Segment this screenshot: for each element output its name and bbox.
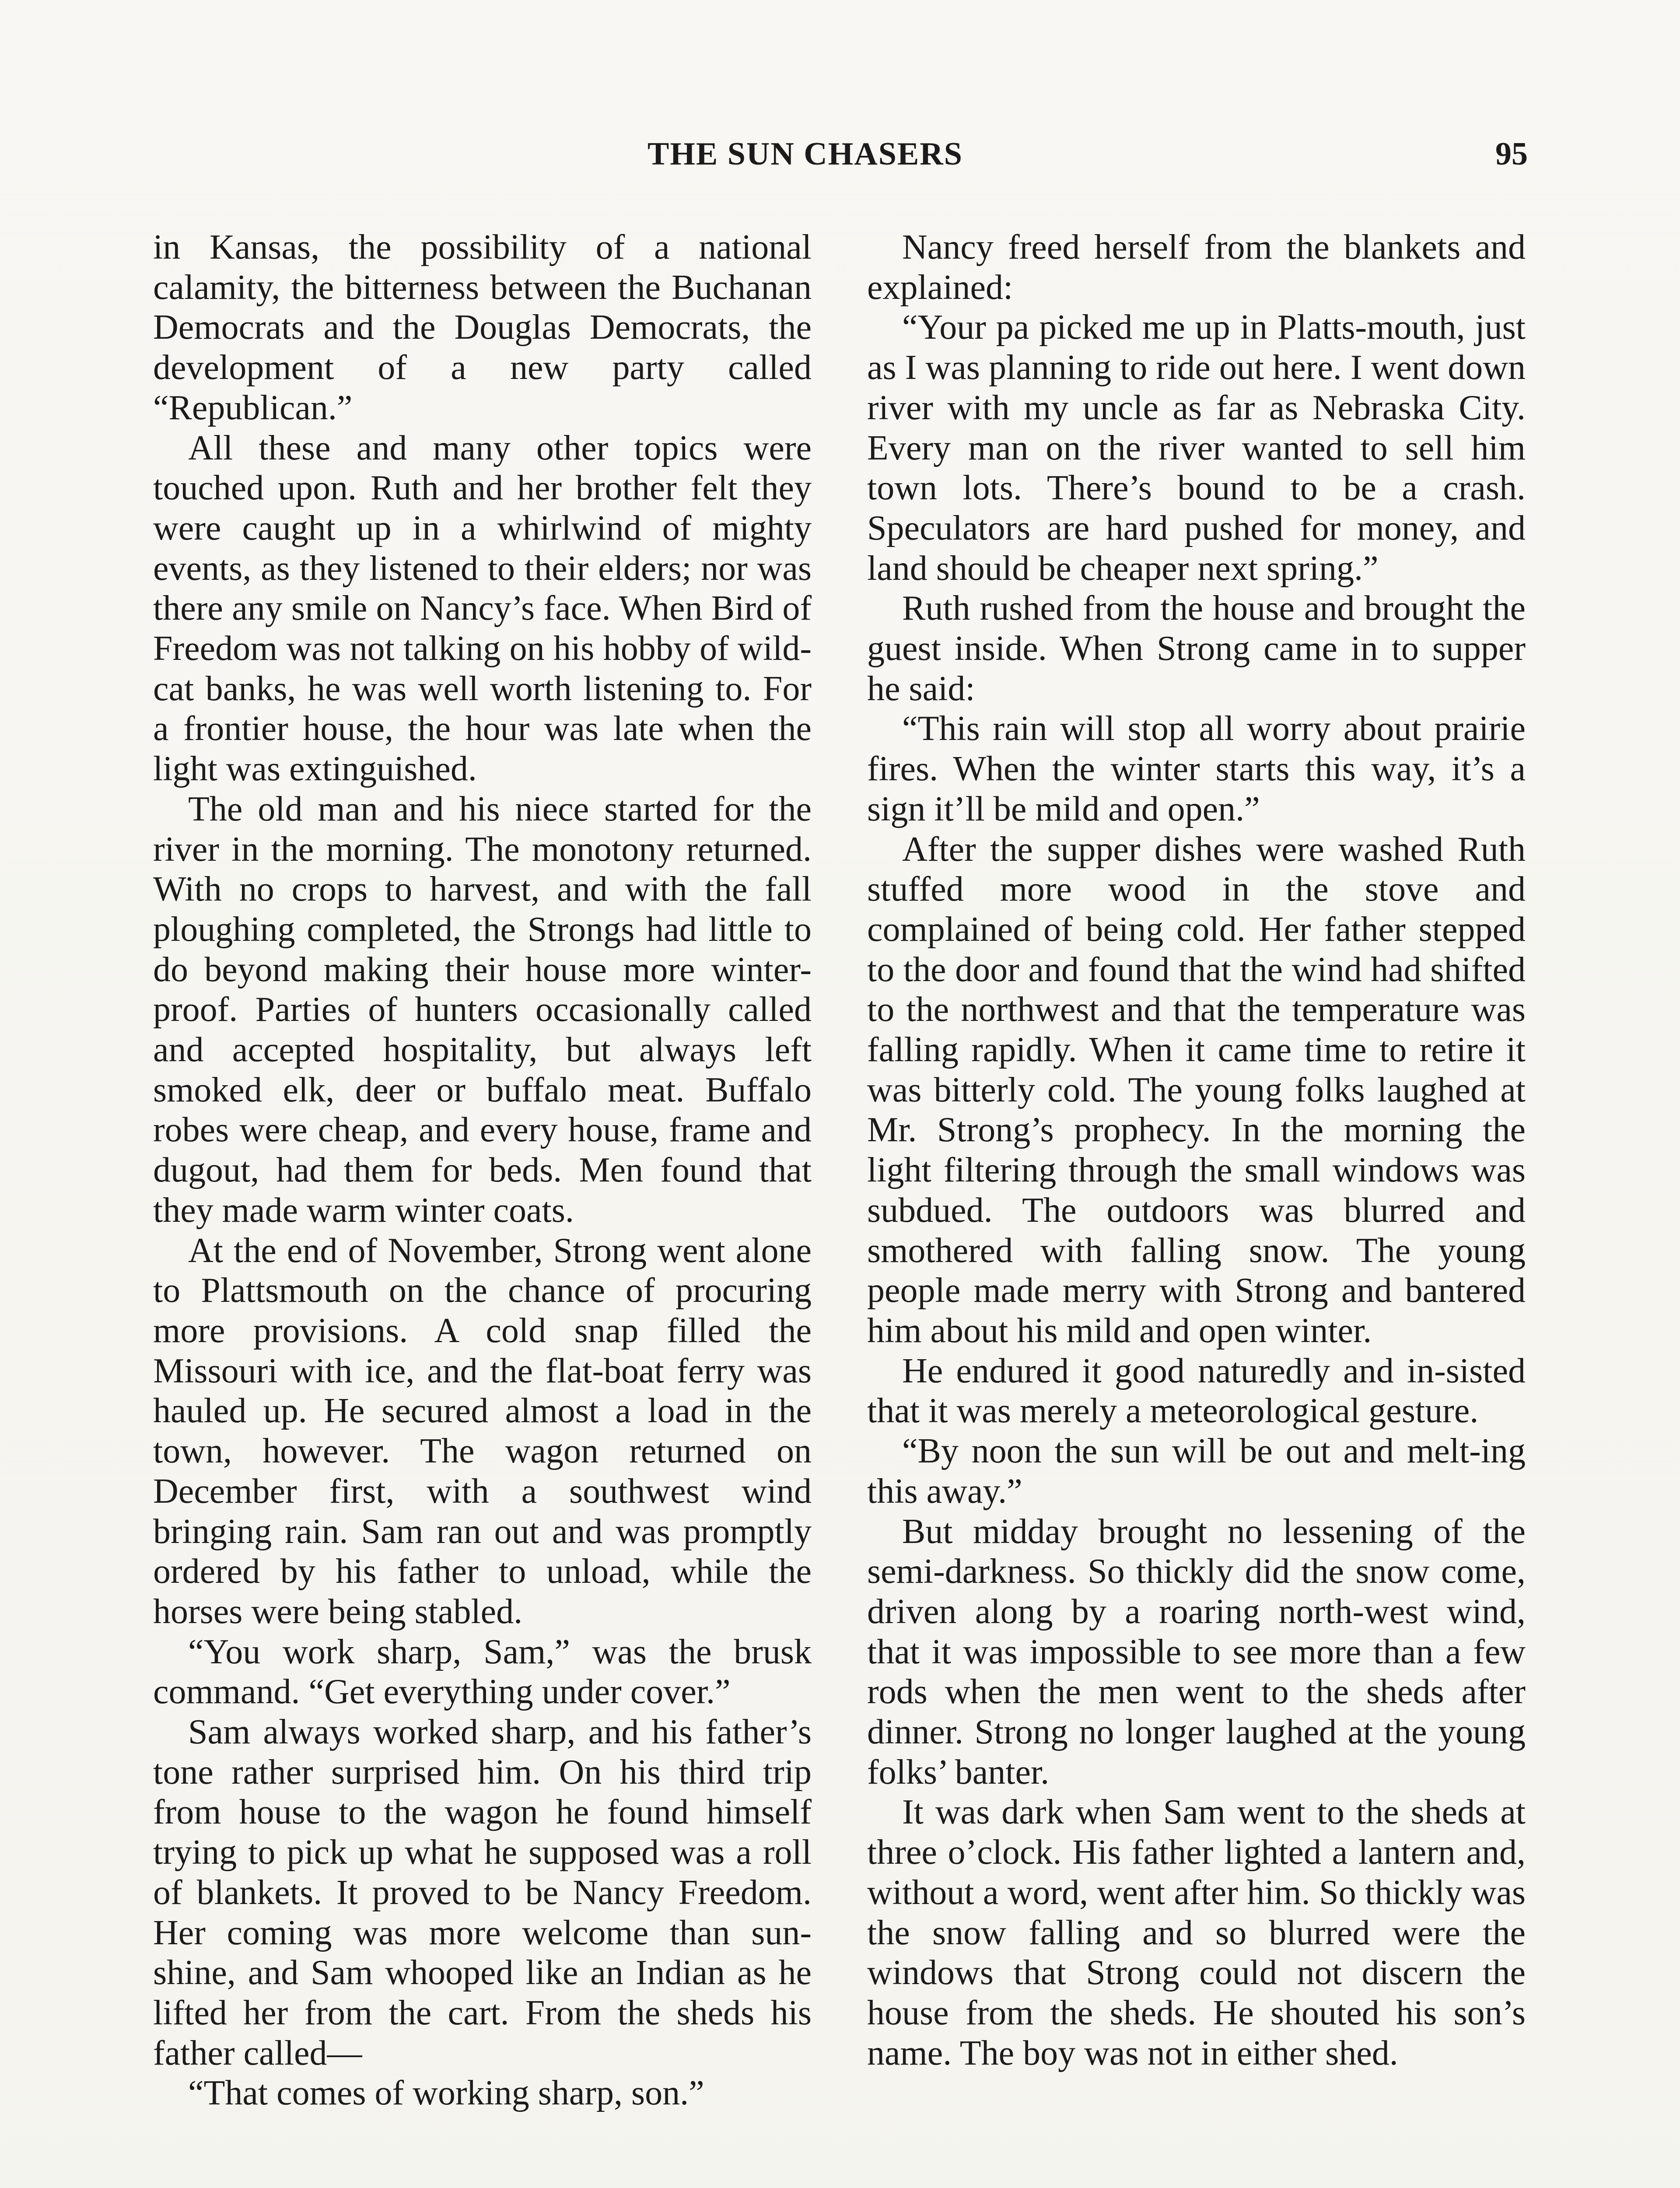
paragraph: It was dark when Sam went to the sheds at three o’clock. His father lighted a lantern and, without a word, went after him. So thickly was the snow falling and so blurred were the windows that Strong could not discern the house from the sheds. He shouted his son’s name. The boy was not in either shed. [867,1793,1526,2072]
paragraph: The old man and his niece started for the river in the morning. The monotony returned. With no crops to harvest, and with the fall ploughing completed, the Strongs had little to do beyond making their house more winter-proof. Parties of hunters occasionally called and accepted hospitality, but always left smoked elk, deer or buffalo meat. Buffalo robes were cheap, and every house, frame and dugout, had them for beds. Men found that they made warm winter coats. [153,789,812,1230]
paragraph: “You work sharp, Sam,” was the brusk command. “Get everything under cover.” [153,1632,812,1711]
paragraph: “Your pa picked me up in Platts-mouth, just as I was planning to ride out here. I went down river with my uncle as far as Nebraska City. Every man on the river wanted to sell him town lots. There’s bound to be a crash. Speculators are hard pushed for money, and land should be cheaper next spring.” [867,308,1526,588]
paragraph: But midday brought no lessening of the semi-darkness. So thickly did the snow come, driven along by a roaring north-west wind, that it was impossible to see more than a few rods when the men went to the sheds after dinner. Strong no longer laughed at the young folks’ banter. [867,1512,1526,1792]
paragraph: He endured it good naturedly and in-sisted that it was merely a meteorological gesture. [867,1351,1526,1431]
paragraph: All these and many other topics were touched upon. Ruth and her brother felt they were caught up in a whirlwind of mighty events, as they listened to their elders; nor was there any smile on Nancy’s face. When Bird of Freedom was not talking on his hobby of wild-cat banks, he was well worth listening to. For a frontier house, the hour was late when the light was extinguished. [153,428,812,789]
paragraph: Sam always worked sharp, and his father’s tone rather surprised him. On his third trip from house to the wagon he found himself trying to pick up what he supposed was a roll of blankets. It proved to be Nancy Freedom. Her coming was more welcome than sun-shine, and Sam whooped like an Indian as he lifted her from the cart. From the sheds his father called— [153,1713,812,2072]
paragraph: At the end of November, Strong went alone to Plattsmouth on the chance of procuring more provisions. A cold snap filled the Missouri with ice, and the flat-boat ferry was hauled up. He secured almost a load in the town, however. The wagon returned on December first, with a southwest wind bringing rain. Sam ran out and was promptly ordered by his father to unload, while the horses were being stabled. [153,1231,812,1631]
paragraph: Ruth rushed from the house and brought the guest inside. When Strong came in to supper he said: [867,589,1526,708]
left-text-column [153,228,812,2114]
paragraph: Nancy freed herself from the blankets and explained: [867,228,1526,307]
paragraph: “By noon the sun will be out and melt-ing this away.” [867,1432,1526,1511]
right-text-column [867,228,1526,2073]
paragraph: “That comes of working sharp, son.” [188,2074,704,2113]
paragraph: After the supper dishes were washed Ruth stuffed more wood in the stove and complained of being cold. Her father stepped to the door and found that the wind had shifted to the northwest and that the temperature was falling rapidly. When it came time to retire it was bitterly cold. The young folks laughed at Mr. Strong’s prophecy. In the morning the light filtering through the small windows was subdued. The outdoors was blurred and smothered with falling snow. The young people made merry with Strong and bantered him about his mild and open winter. [867,830,1526,1350]
running-header [0,136,1680,184]
paragraph: “This rain will stop all worry about prairie fires. When the winter starts this way, it’s a sign it’ll be mild and open.” [867,709,1526,828]
running-title: THE SUN CHASERS [648,136,963,172]
page-number: 95 [1495,136,1528,172]
paragraph: in Kansas, the possibility of a national calamity, the bitterness between the Buchanan Democrats and the Douglas Democrats, the development of a new party called “Republican.” [153,228,812,427]
